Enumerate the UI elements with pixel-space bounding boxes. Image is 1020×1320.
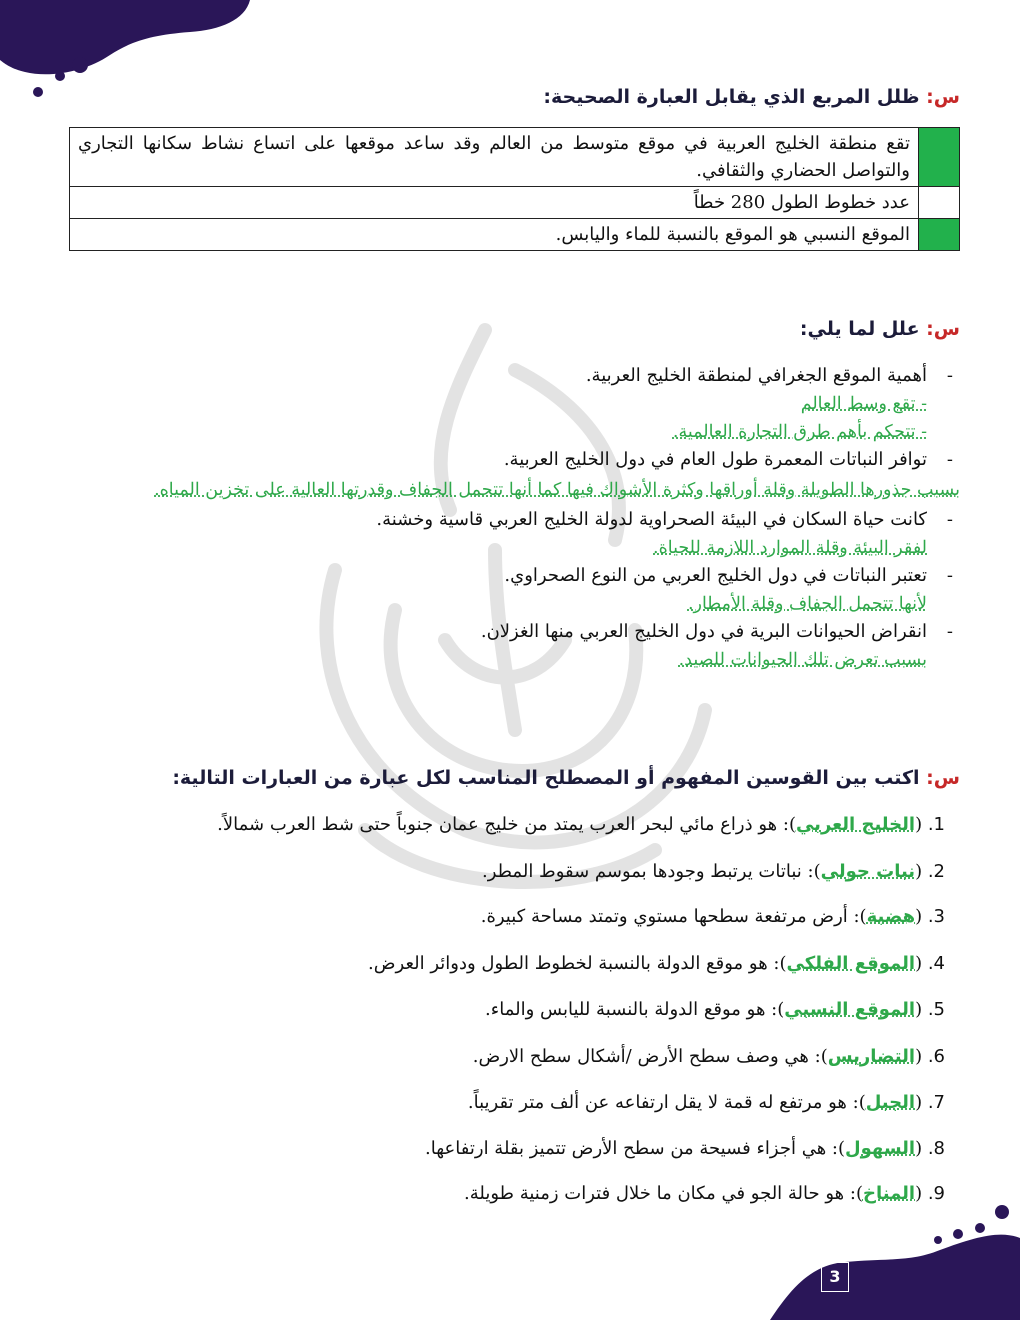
term: الجبل bbox=[865, 1092, 916, 1113]
question-3-title: اكتب بين القوسين المفهوم أو المصطلح المناسب لكل عبارة من العبارات التالية: bbox=[172, 767, 920, 789]
reason-answer: - تتحكم بأهم طرق التجارة العالمية. bbox=[672, 422, 927, 442]
answer-checkbox-empty[interactable] bbox=[919, 187, 960, 219]
statement-text: تقع منطقة الخليج العربية في موقع متوسط من العالم وقد ساعد موقعها على اتساع نشاط سكانها التجاري والتواصل الحضاري والثقافي. bbox=[70, 128, 919, 187]
reason-answer: بسبب جذورها الطويلة وقلة أوراقها وكثرة الأشواك فيها كما أنها تتحمل الجفاف وقدرتها العالية على تخزين المياه. bbox=[154, 480, 960, 500]
question-1-title: ظلل المربع الذي يقابل العبارة الصحيحة: bbox=[543, 86, 920, 108]
definition-item: 3. (هضبة): أرض مرتفعة سطحها مستوي وتمتد مساحة كبيرة. bbox=[480, 906, 945, 927]
definition-text: : هو موقع الدولة بالنسبة لخطوط الطول ودوائر العرض. bbox=[368, 953, 780, 974]
answer-checkbox-shaded[interactable] bbox=[919, 219, 960, 251]
table-row bbox=[70, 219, 960, 251]
definition-item: 4. (الموقع الفلكي): هو موقع الدولة بالنسبة لخطوط الطول ودوائر العرض. bbox=[368, 953, 945, 974]
page-number: 3 bbox=[821, 1262, 849, 1292]
definition-text: : هي وصف سطح الأرض /أشكال سطح الارض. bbox=[472, 1046, 821, 1067]
definition-item: 1. (الخليج العربي): هو ذراع مائي لبحر العرب يمتد من خليج عمان جنوباً حتى شط العرب شمالاً. bbox=[217, 814, 945, 835]
definition-item: 6. (التضاريس): هي وصف سطح الأرض /أشكال سطح الارض. bbox=[472, 1046, 945, 1067]
definition-text: : هو ذراع مائي لبحر العرب يمتد من خليج عمان جنوباً حتى شط العرب شمالاً. bbox=[217, 814, 789, 835]
true-false-table bbox=[69, 127, 960, 251]
term: السهول bbox=[845, 1138, 916, 1159]
question-3-heading bbox=[172, 767, 960, 789]
question-marker: س: bbox=[926, 767, 960, 789]
question-1-heading bbox=[543, 86, 960, 108]
reason-item: - توافر النباتات المعمرة طول العام في دول الخليج العربية. bbox=[85, 446, 945, 474]
table-row bbox=[70, 128, 960, 187]
term: نبات حولي bbox=[820, 861, 916, 882]
question-2-title: علل لما يلي: bbox=[799, 318, 920, 340]
reason-answer: لفقر البيئة وقلة الموارد اللازمة للحياة. bbox=[653, 538, 927, 558]
item-number: 9. bbox=[927, 1183, 945, 1204]
definition-text: : هو مرتفع له قمة لا يقل ارتفاعه عن ألف متر تقريباً. bbox=[467, 1092, 859, 1113]
definition-text: : أرض مرتفعة سطحها مستوي وتمتد مساحة كبيرة. bbox=[480, 906, 860, 927]
reason-item: - كانت حياة السكان في البيئة الصحراوية لدولة الخليج العربي قاسية وخشنة. bbox=[85, 506, 945, 534]
reason-item: - انقراض الحيوانات البرية في دول الخليج العربي منها الغزلان. bbox=[85, 618, 945, 646]
table-row bbox=[70, 187, 960, 219]
reason-answer: - تقع وسط العالم bbox=[800, 394, 927, 414]
reason-item: - أهمية الموقع الجغرافي لمنطقة الخليج العربية. bbox=[85, 362, 945, 390]
question-marker: س: bbox=[926, 86, 960, 108]
question-marker: س: bbox=[926, 318, 960, 340]
item-number: 8. bbox=[927, 1138, 945, 1159]
statement-text: عدد خطوط الطول 280 خطاً bbox=[70, 187, 919, 219]
item-number: 6. bbox=[927, 1046, 945, 1067]
item-number: 4. bbox=[927, 953, 945, 974]
definition-text: : هي أجزاء فسيحة من سطح الأرض تتميز بقلة ارتفاعها. bbox=[425, 1138, 838, 1159]
item-number: 2. bbox=[927, 861, 945, 882]
definition-text: : هو موقع الدولة بالنسبة لليابس والماء. bbox=[485, 999, 778, 1020]
term: هضبة bbox=[866, 906, 916, 927]
reason-answer: بسبب تعرض تلك الحيوانات للصيد. bbox=[678, 650, 927, 670]
question-2-heading bbox=[800, 318, 960, 340]
definition-item: 9. (المناخ): هو حالة الجو في مكان ما خلال فترات زمنية طويلة. bbox=[464, 1183, 945, 1204]
definition-item: 7. (الجبل): هو مرتفع له قمة لا يقل ارتفاعه عن ألف متر تقريباً. bbox=[467, 1092, 945, 1113]
item-number: 3. bbox=[927, 906, 945, 927]
term: التضاريس bbox=[827, 1046, 916, 1067]
term: المناخ bbox=[862, 1183, 916, 1204]
statement-text: الموقع النسبي هو الموقع بالنسبة للماء واليابس. bbox=[70, 219, 919, 251]
item-number: 7. bbox=[927, 1092, 945, 1113]
definition-item: 5. (الموقع النسبي): هو موقع الدولة بالنسبة لليابس والماء. bbox=[485, 999, 945, 1020]
definition-text: : هو حالة الجو في مكان ما خلال فترات زمنية طويلة. bbox=[464, 1183, 856, 1204]
item-number: 1. bbox=[927, 814, 945, 835]
answer-checkbox-shaded[interactable] bbox=[919, 128, 960, 187]
reason-item: - تعتبر النباتات في دول الخليج العربي من النوع الصحراوي. bbox=[85, 562, 945, 590]
reason-answer: لأنها تتحمل الجفاف وقلة الأمطار. bbox=[687, 594, 927, 614]
definition-text: : نباتات يرتبط وجودها بموسم سقوط المطر. bbox=[482, 861, 814, 882]
reasons-list bbox=[85, 362, 960, 674]
item-number: 5. bbox=[927, 999, 945, 1020]
term: الموقع النسبي bbox=[784, 999, 916, 1020]
definition-item: 8. (السهول): هي أجزاء فسيحة من سطح الأرض تتميز بقلة ارتفاعها. bbox=[425, 1138, 945, 1159]
term: الخليج العربي bbox=[795, 814, 916, 835]
term: الموقع الفلكي bbox=[786, 953, 916, 974]
definition-item: 2. (نبات حولي): نباتات يرتبط وجودها بموسم سقوط المطر. bbox=[482, 861, 945, 882]
